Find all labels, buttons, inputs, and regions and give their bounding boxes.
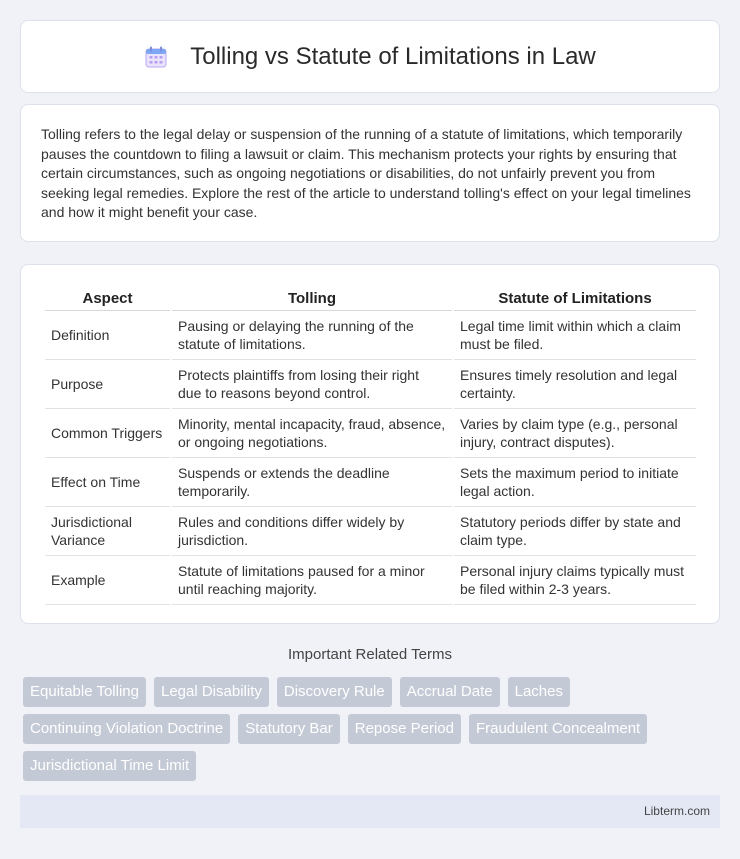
cell-statute: Sets the maximum period to initiate legal action. [454, 458, 696, 507]
comparison-table [43, 285, 698, 605]
cell-tolling: Statute of limitations paused for a minor until reaching majority. [172, 556, 452, 605]
related-terms-list [23, 677, 723, 788]
cell-statute: Legal time limit within which a claim must be filed. [454, 311, 696, 360]
cell-statute: Varies by claim type (e.g., personal injury, contract disputes). [454, 409, 696, 458]
related-term-tag[interactable]: Equitable Tolling [23, 677, 146, 707]
related-terms-title: Important Related Terms [288, 646, 452, 663]
column-header-tolling: Tolling [172, 285, 452, 311]
cell-tolling: Suspends or extends the deadline temporarily. [172, 458, 452, 507]
cell-tolling: Protects plaintiffs from losing their right due to reasons beyond control. [172, 360, 452, 409]
table-row [45, 556, 696, 605]
column-header-statute: Statute of Limitations [454, 285, 696, 311]
cell-aspect: Jurisdictional Variance [45, 507, 170, 556]
cell-aspect: Common Triggers [45, 409, 170, 458]
table-row [45, 360, 696, 409]
header-card [20, 20, 720, 93]
related-term-tag[interactable]: Jurisdictional Time Limit [23, 751, 196, 781]
cell-aspect: Purpose [45, 360, 170, 409]
cell-statute: Ensures timely resolution and legal certainty. [454, 360, 696, 409]
cell-statute: Statutory periods differ by state and claim type. [454, 507, 696, 556]
cell-tolling: Minority, mental incapacity, fraud, absence, or ongoing negotiations. [172, 409, 452, 458]
intro-card [20, 104, 720, 242]
related-term-tag[interactable]: Continuing Violation Doctrine [23, 714, 230, 744]
table-row [45, 311, 696, 360]
related-term-tag[interactable]: Statutory Bar [238, 714, 340, 744]
footer [20, 795, 720, 828]
cell-aspect: Effect on Time [45, 458, 170, 507]
related-term-tag[interactable]: Laches [508, 677, 570, 707]
cell-aspect: Definition [45, 311, 170, 360]
column-header-aspect: Aspect [45, 285, 170, 311]
calendar-icon [144, 45, 168, 69]
related-term-tag[interactable]: Accrual Date [400, 677, 500, 707]
comparison-table-card [20, 264, 720, 624]
related-term-tag[interactable]: Repose Period [348, 714, 461, 744]
intro-text: Tolling refers to the legal delay or suspension of the running of a statute of limitations, which temporarily pauses the countdown to filing a lawsuit or claim. This mechanism protects your rights by ensuring that certain circumstances, such as ongoing negotiations or disabilities, do not unfairly prevent you from seeking legal remedies. Explore the rest of the article to understand tolling's effect on your legal timelines and how it might benefit your case. [41, 126, 691, 221]
table-row [45, 507, 696, 556]
related-term-tag[interactable]: Discovery Rule [277, 677, 392, 707]
cell-tolling: Rules and conditions differ widely by jurisdiction. [172, 507, 452, 556]
page-title: Tolling vs Statute of Limitations in Law [190, 42, 596, 70]
table-row [45, 409, 696, 458]
table-header-row [45, 285, 696, 311]
cell-aspect: Example [45, 556, 170, 605]
cell-statute: Personal injury claims typically must be filed within 2-3 years. [454, 556, 696, 605]
footer-site-link[interactable]: Libterm.com [643, 804, 710, 818]
cell-tolling: Pausing or delaying the running of the statute of limitations. [172, 311, 452, 360]
related-term-tag[interactable]: Legal Disability [154, 677, 269, 707]
related-term-tag[interactable]: Fraudulent Concealment [469, 714, 647, 744]
table-row [45, 458, 696, 507]
